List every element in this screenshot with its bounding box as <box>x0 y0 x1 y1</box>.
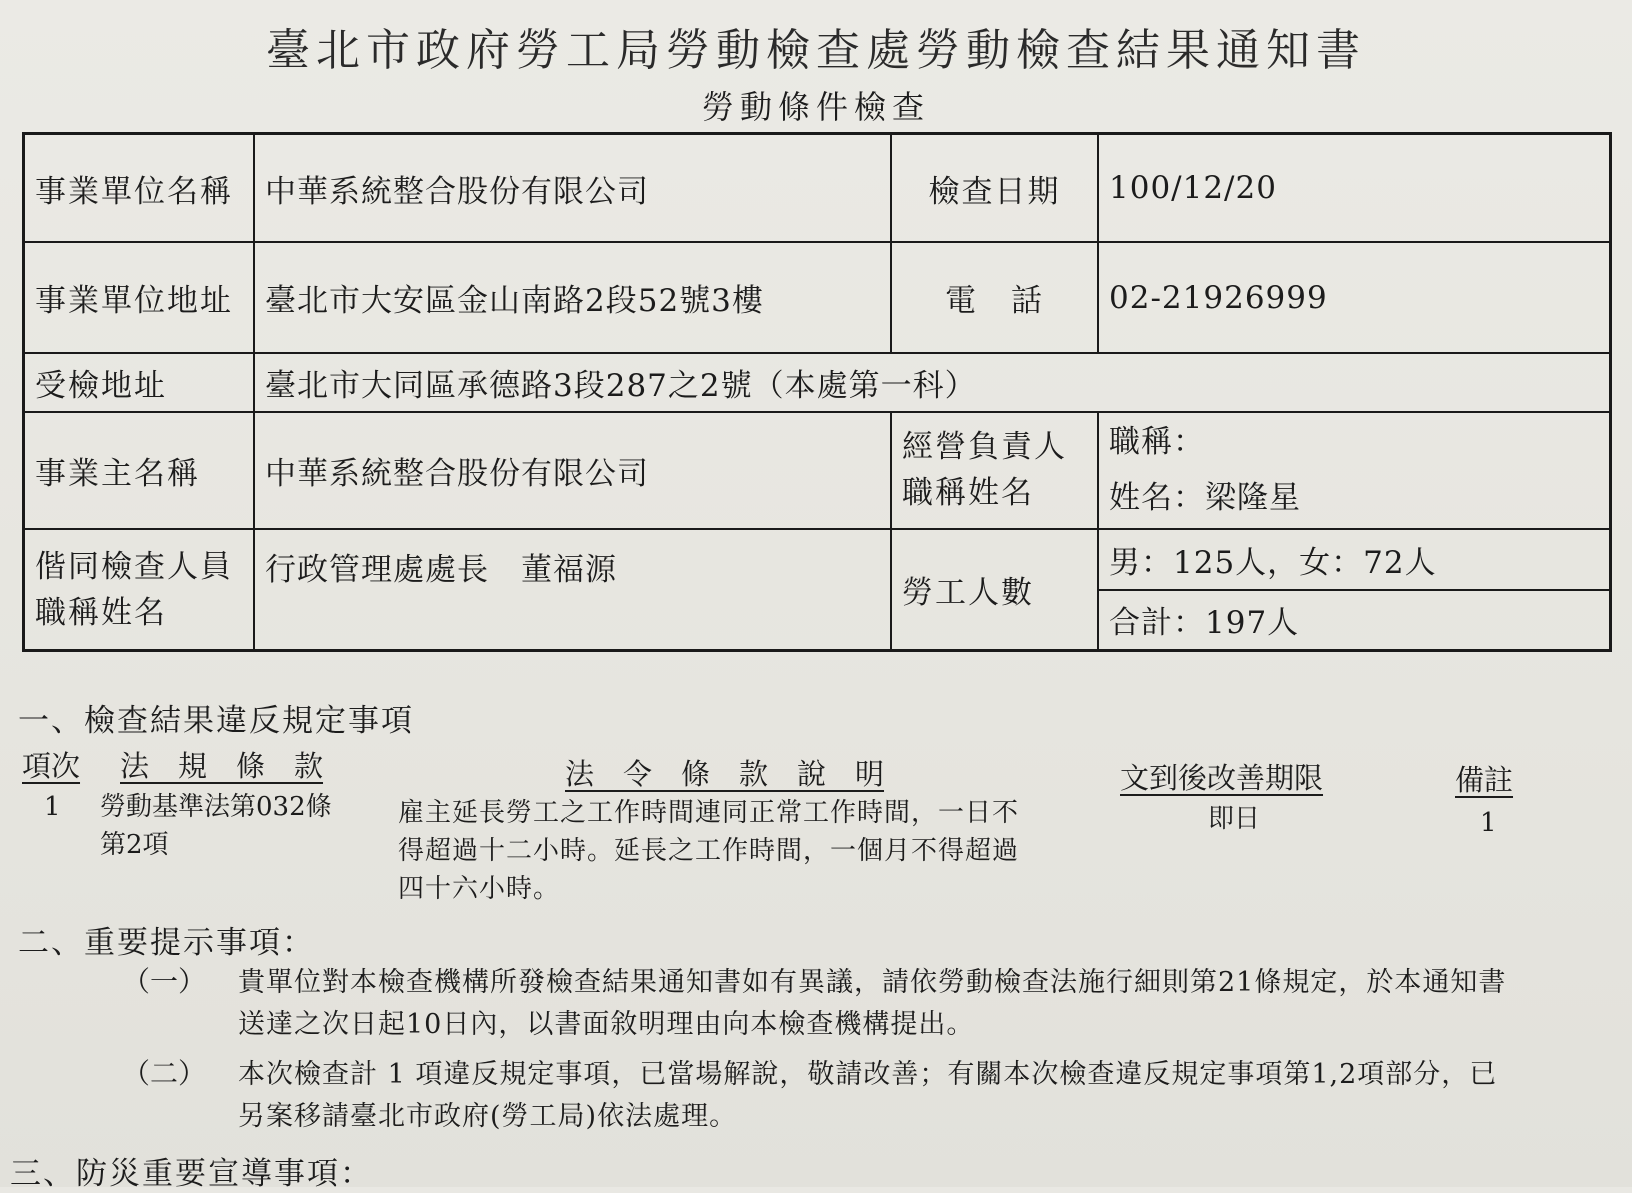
note2-text <box>238 1054 1618 1138</box>
inspected-address-label: 受檢地址 <box>24 353 255 412</box>
manager-label <box>891 412 1098 529</box>
accompanying-label <box>24 529 255 650</box>
info-table <box>22 132 1612 652</box>
inspection-date-value: 100/12/20 <box>1098 134 1611 243</box>
note2-line2: 另案移請臺北市政府(勞工局)依法處理。 <box>238 1101 738 1132</box>
row-regulation-line1: 勞動基準法第032條 <box>100 792 332 822</box>
manager-title: 職稱： <box>1109 424 1205 461</box>
note1-line1: 貴單位對本檢查機構所發檢查結果通知書如有異議，請依勞動檢查法施行細則第21條規定，於本通知書 <box>238 967 1507 998</box>
manager-label-line1: 經營負責人 <box>902 429 1067 466</box>
section2-heading: 二、重要提示事項： <box>18 925 315 961</box>
manager-label-line2: 職稱姓名 <box>902 475 1034 512</box>
col-item-header: 項次 <box>22 749 81 783</box>
note2-index: （二） <box>122 1057 207 1090</box>
owner-name-value: 中華系統整合股份有限公司 <box>254 412 891 529</box>
col-description-header: 法 令 條 款 說 明 <box>565 757 885 791</box>
row-description-line1: 雇主延長勞工之工作時間連同正常工作時間，一日不 <box>398 798 1020 828</box>
row-regulation-line2: 第2項 <box>100 830 169 860</box>
col-deadline-header: 文到後改善期限 <box>1120 761 1324 795</box>
employer-address-value: 臺北市大安區金山南路2段52號3樓 <box>254 242 891 353</box>
note2-line1: 本次檢查計 1 項違反規定事項，已當場解說，敬請改善；有關本次檢查違反規定事項第1,2項部分，已 <box>238 1059 1498 1090</box>
phone-label: 電 話 <box>891 242 1098 353</box>
col-regulation-header: 法 規 條 款 <box>120 749 324 783</box>
col-remarks-header: 備註 <box>1455 763 1514 797</box>
document-subtitle: 勞動條件檢查 <box>701 88 930 126</box>
note1-text <box>238 962 1618 1046</box>
row-regulation <box>100 788 332 864</box>
accompanying-label-line2: 職稱姓名 <box>35 594 167 631</box>
manager-name: 姓名：梁隆星 <box>1109 480 1301 517</box>
section3-heading: 三、防災重要宣導事項： <box>10 1156 373 1192</box>
workers-label: 勞工人數 <box>891 529 1098 650</box>
employer-name-value: 中華系統整合股份有限公司 <box>254 134 891 243</box>
workers-total: 合計：197人 <box>1098 590 1611 651</box>
row-description <box>398 794 1019 908</box>
note1-index: （一） <box>122 965 207 998</box>
accompanying-label-line1: 偕同檢查人員 <box>35 548 233 585</box>
workers-breakdown: 男：125人，女：72人 <box>1098 529 1611 590</box>
section1-heading: 一、檢查結果違反規定事項 <box>18 703 414 739</box>
row-deadline: 即日 <box>1208 804 1261 834</box>
employer-name-label: 事業單位名稱 <box>24 134 255 243</box>
inspection-date-label: 檢查日期 <box>891 134 1098 243</box>
accompanying-value: 行政管理處處長 董福源 <box>254 529 891 650</box>
row-description-line3: 四十六小時。 <box>398 874 561 904</box>
note1-line2: 送達之次日起10日內，以書面敘明理由向本檢查機構提出。 <box>238 1009 975 1040</box>
employer-address-label: 事業單位地址 <box>24 242 255 353</box>
row-item: 1 <box>44 792 61 822</box>
row-description-line2: 得超過十二小時。延長之工作時間，一個月不得超過 <box>398 836 1020 866</box>
owner-name-label: 事業主名稱 <box>24 412 255 529</box>
document-title: 臺北市政府勞工局勞動檢查處勞動檢查結果通知書 <box>266 25 1366 76</box>
inspected-address-value: 臺北市大同區承德路3段287之2號（本處第一科） <box>254 353 1611 412</box>
row-remarks: 1 <box>1480 808 1497 838</box>
manager-value <box>1098 412 1611 529</box>
phone-value: 02-21926999 <box>1098 242 1611 353</box>
